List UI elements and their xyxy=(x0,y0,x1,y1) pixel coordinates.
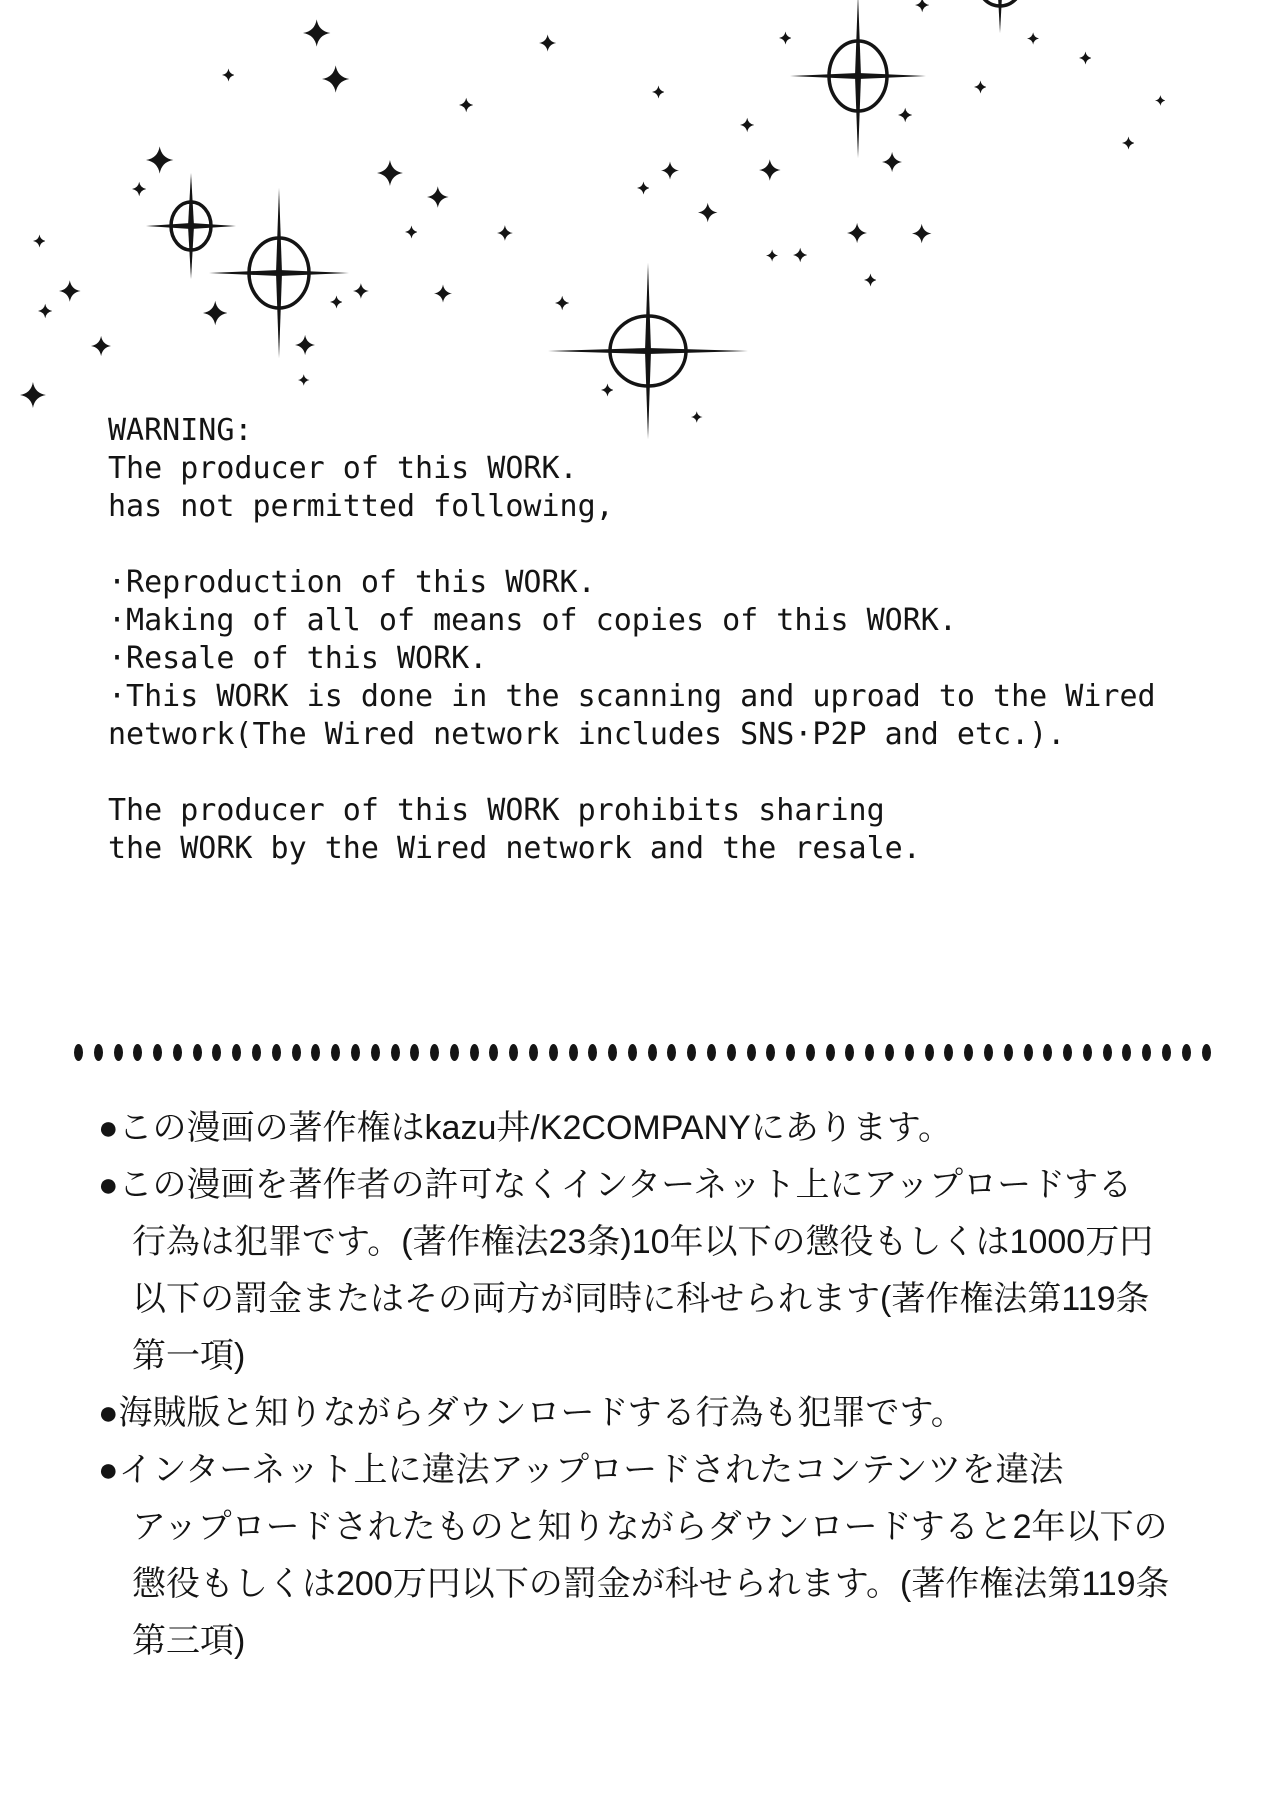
warning-line: the WORK by the Wired network and the resale. xyxy=(108,831,921,866)
divider-dot xyxy=(193,1044,202,1061)
diamond-sparkle-icon xyxy=(1079,49,1092,67)
copyright-item-line: アップロードされたものと知りながらダウンロードすると2年以下の xyxy=(132,1508,1168,1546)
divider-dot xyxy=(707,1044,716,1061)
divider-dot xyxy=(450,1044,459,1061)
divider-dot xyxy=(549,1044,558,1061)
diamond-sparkle-icon xyxy=(322,60,349,98)
copyright-item-line: 以下の罰金またはその両方が同時に科せられます(著作権法第119条 xyxy=(132,1280,1150,1318)
diamond-sparkle-icon xyxy=(434,281,452,306)
divider-dot xyxy=(1063,1044,1072,1061)
diamond-sparkle-icon xyxy=(427,182,449,212)
diamond-sparkle-icon xyxy=(847,219,867,247)
warning-line: ·This WORK is done in the scanning and uproad to the Wired xyxy=(108,679,1156,714)
divider-dot xyxy=(608,1044,617,1061)
copyright-item-line: ●インターネット上に違法アップロードされたコンテンツを違法 xyxy=(98,1451,1064,1489)
divider-dot xyxy=(628,1044,637,1061)
warning-line xyxy=(108,526,1156,564)
divider-dot xyxy=(1004,1044,1013,1061)
divider-dot xyxy=(1103,1044,1112,1061)
dotted-divider xyxy=(74,1044,1211,1061)
divider-dot xyxy=(1162,1044,1171,1061)
divider-dot xyxy=(351,1044,360,1061)
diamond-sparkle-icon xyxy=(661,158,679,183)
divider-dot xyxy=(687,1044,696,1061)
divider-dot xyxy=(371,1044,380,1061)
copyright-item-line: 懲役もしくは200万円以下の罰金が科せられます。(著作権法第119条 xyxy=(132,1565,1170,1603)
warning-line: The producer of this WORK prohibits sharing xyxy=(108,793,885,828)
divider-dot xyxy=(747,1044,756,1061)
warning-line xyxy=(108,754,1156,792)
divider-dot xyxy=(845,1044,854,1061)
warning-line: ·Reproduction of this WORK. xyxy=(108,565,596,600)
divider-dot xyxy=(430,1044,439,1061)
warning-line: WARNING: xyxy=(108,413,253,448)
divider-dot xyxy=(509,1044,518,1061)
diamond-sparkle-icon xyxy=(766,247,778,264)
japanese-copyright-text xyxy=(98,1100,1170,1670)
diamond-sparkle-icon xyxy=(974,78,987,96)
divider-dot xyxy=(826,1044,835,1061)
divider-dot xyxy=(272,1044,281,1061)
divider-dot xyxy=(885,1044,894,1061)
divider-dot xyxy=(905,1044,914,1061)
diamond-sparkle-icon xyxy=(652,83,665,101)
copyright-item-line: ●この漫画の著作権はkazu丼/K2COMPANYにあります。 xyxy=(98,1109,953,1147)
diamond-sparkle-icon xyxy=(222,66,235,84)
divider-dot xyxy=(212,1044,221,1061)
divider-dot xyxy=(489,1044,498,1061)
warning-line: ·Making of all of means of copies of this WORK. xyxy=(108,603,957,638)
divider-dot xyxy=(569,1044,578,1061)
divider-dot xyxy=(410,1044,419,1061)
divider-dot xyxy=(648,1044,657,1061)
divider-dot xyxy=(1142,1044,1151,1061)
flare-sparkle-icon xyxy=(206,185,352,361)
diamond-sparkle-icon xyxy=(740,115,754,135)
copyright-item-line: 第三項) xyxy=(132,1622,246,1660)
warning-line: network(The Wired network includes SNS·P2P and etc.). xyxy=(108,717,1066,752)
divider-dot xyxy=(74,1044,83,1061)
english-warning-text xyxy=(108,412,1156,868)
diamond-sparkle-icon xyxy=(20,377,46,413)
copyright-item-line: ●海賊版と知りながらダウンロードする行為も犯罪です。 xyxy=(98,1394,965,1432)
divider-dot xyxy=(232,1044,241,1061)
diamond-sparkle-icon xyxy=(539,31,556,55)
divider-dot xyxy=(133,1044,142,1061)
divider-dot xyxy=(806,1044,815,1061)
divider-dot xyxy=(1043,1044,1052,1061)
divider-dot xyxy=(1083,1044,1092,1061)
warning-line: The producer of this WORK. xyxy=(108,451,578,486)
warning-line: has not permitted following, xyxy=(108,489,614,524)
diamond-sparkle-icon xyxy=(353,280,369,302)
divider-dot xyxy=(94,1044,103,1061)
divider-dot xyxy=(114,1044,123,1061)
divider-dot xyxy=(786,1044,795,1061)
divider-dot xyxy=(925,1044,934,1061)
divider-dot xyxy=(1182,1044,1191,1061)
divider-dot xyxy=(1122,1044,1131,1061)
divider-dot xyxy=(964,1044,973,1061)
diamond-sparkle-icon xyxy=(459,95,473,115)
diamond-sparkle-icon xyxy=(497,222,513,244)
warning-line: ·Resale of this WORK. xyxy=(108,641,488,676)
divider-dot xyxy=(1202,1044,1211,1061)
diamond-sparkle-icon xyxy=(759,155,781,185)
diamond-sparkle-icon xyxy=(912,220,931,247)
copyright-item-line: 行為は犯罪です。(著作権法23条)10年以下の懲役もしくは1000万円 xyxy=(132,1223,1154,1261)
divider-dot xyxy=(292,1044,301,1061)
flare-sparkle-icon xyxy=(787,0,929,161)
divider-dot xyxy=(252,1044,261,1061)
divider-dot xyxy=(173,1044,182,1061)
copyright-item-line: 第一項) xyxy=(132,1337,246,1375)
diamond-sparkle-icon xyxy=(698,199,717,226)
divider-dot xyxy=(865,1044,874,1061)
flare-sparkle-icon xyxy=(952,0,1048,36)
diamond-sparkle-icon xyxy=(377,155,403,191)
divider-dot xyxy=(944,1044,953,1061)
divider-dot xyxy=(766,1044,775,1061)
divider-dot xyxy=(331,1044,340,1061)
diamond-sparkle-icon xyxy=(303,14,330,52)
diamond-sparkle-icon xyxy=(298,372,310,388)
diamond-sparkle-icon xyxy=(91,332,111,360)
diamond-sparkle-icon xyxy=(33,232,46,250)
diamond-sparkle-icon xyxy=(1155,93,1166,108)
diamond-sparkle-icon xyxy=(864,271,877,289)
diamond-sparkle-icon xyxy=(59,276,81,306)
divider-dot xyxy=(470,1044,479,1061)
divider-dot xyxy=(153,1044,162,1061)
diamond-sparkle-icon xyxy=(793,245,807,265)
divider-dot xyxy=(391,1044,400,1061)
divider-dot xyxy=(1024,1044,1033,1061)
diamond-sparkle-icon xyxy=(38,301,52,321)
divider-dot xyxy=(667,1044,676,1061)
divider-dot xyxy=(588,1044,597,1061)
diamond-sparkle-icon xyxy=(1122,134,1135,152)
divider-dot xyxy=(727,1044,736,1061)
copyright-item-line: ●この漫画を著作者の許可なくインターネット上にアップロードする xyxy=(98,1166,1133,1204)
divider-dot xyxy=(529,1044,538,1061)
divider-dot xyxy=(311,1044,320,1061)
diamond-sparkle-icon xyxy=(637,179,650,197)
diamond-sparkle-icon xyxy=(405,223,418,241)
divider-dot xyxy=(984,1044,993,1061)
